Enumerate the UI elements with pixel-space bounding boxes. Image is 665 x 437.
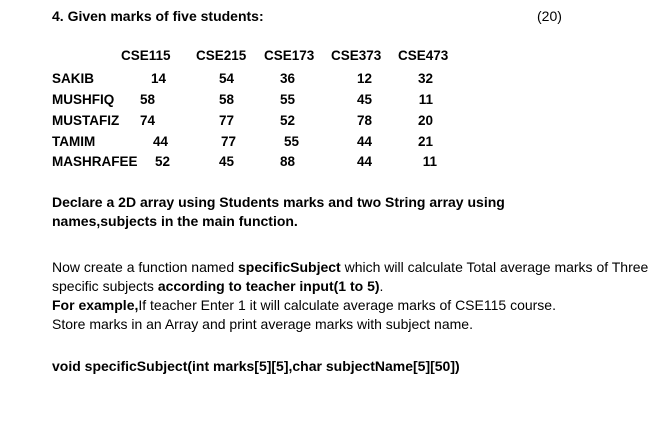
- mark-cell: 45: [218, 154, 234, 169]
- declare-instruction: [52, 193, 652, 231]
- question-points: (20): [537, 8, 562, 24]
- mark-cell: 77: [220, 134, 236, 149]
- task-instruction: [52, 258, 652, 334]
- student-name: TAMIM: [52, 134, 96, 149]
- mark-cell: 21: [417, 134, 433, 149]
- mark-cell: 52: [154, 154, 170, 169]
- mark-cell: 74: [139, 113, 155, 128]
- mark-cell: 55: [279, 92, 295, 107]
- header-cse215: CSE215: [196, 48, 247, 63]
- student-name: SAKIB: [52, 71, 95, 86]
- mark-cell: 44: [356, 134, 372, 149]
- task-emphasis: according to teacher input(1 to 5): [157, 278, 380, 294]
- task-text: Now create a function named: [52, 259, 238, 275]
- student-name: MUSTAFIZ: [52, 113, 120, 128]
- mark-cell: 52: [279, 113, 295, 128]
- declare-line-1: Declare a 2D array using Students marks and two String array using: [52, 194, 505, 210]
- header-cse473: CSE473: [398, 48, 449, 63]
- mark-cell: 12: [356, 71, 372, 86]
- student-name: MUSHFIQ: [52, 92, 115, 107]
- mark-cell: 11: [422, 154, 437, 169]
- question-title: 4. Given marks of five students:: [52, 8, 264, 24]
- mark-cell: 58: [218, 92, 234, 107]
- mark-cell: 32: [417, 71, 433, 86]
- mark-cell: 44: [152, 134, 168, 149]
- mark-cell: 20: [417, 113, 433, 128]
- mark-cell: 36: [279, 71, 295, 86]
- student-name: MASHRAFEE: [52, 154, 138, 169]
- mark-cell: 44: [356, 154, 372, 169]
- store-instruction: Store marks in an Array and print average marks with subject name.: [52, 316, 473, 332]
- example-text: If teacher Enter 1 it will calculate average marks of CSE115 course.: [138, 297, 556, 313]
- header-cse115: CSE115: [121, 48, 171, 63]
- header-cse373: CSE373: [331, 48, 382, 63]
- mark-cell: 55: [283, 134, 299, 149]
- mark-cell: 58: [139, 92, 155, 107]
- mark-cell: 45: [356, 92, 372, 107]
- mark-cell: 14: [150, 71, 166, 86]
- declare-line-2: names,subjects in the main function.: [52, 213, 298, 229]
- mark-cell: 54: [218, 71, 234, 86]
- header-cse173: CSE173: [264, 48, 315, 63]
- mark-cell: 78: [356, 113, 372, 128]
- function-name: specificSubject: [238, 259, 341, 275]
- function-signature: void specificSubject(int marks[5][5],char subjectName[5][50]): [52, 358, 460, 374]
- task-text: .: [379, 278, 384, 294]
- task-text: which will calculate Total average marks of Three specific subjects: [52, 259, 649, 294]
- mark-cell: 11: [418, 92, 433, 107]
- mark-cell: 88: [279, 154, 295, 169]
- example-label: For example,: [52, 297, 139, 313]
- mark-cell: 77: [218, 113, 234, 128]
